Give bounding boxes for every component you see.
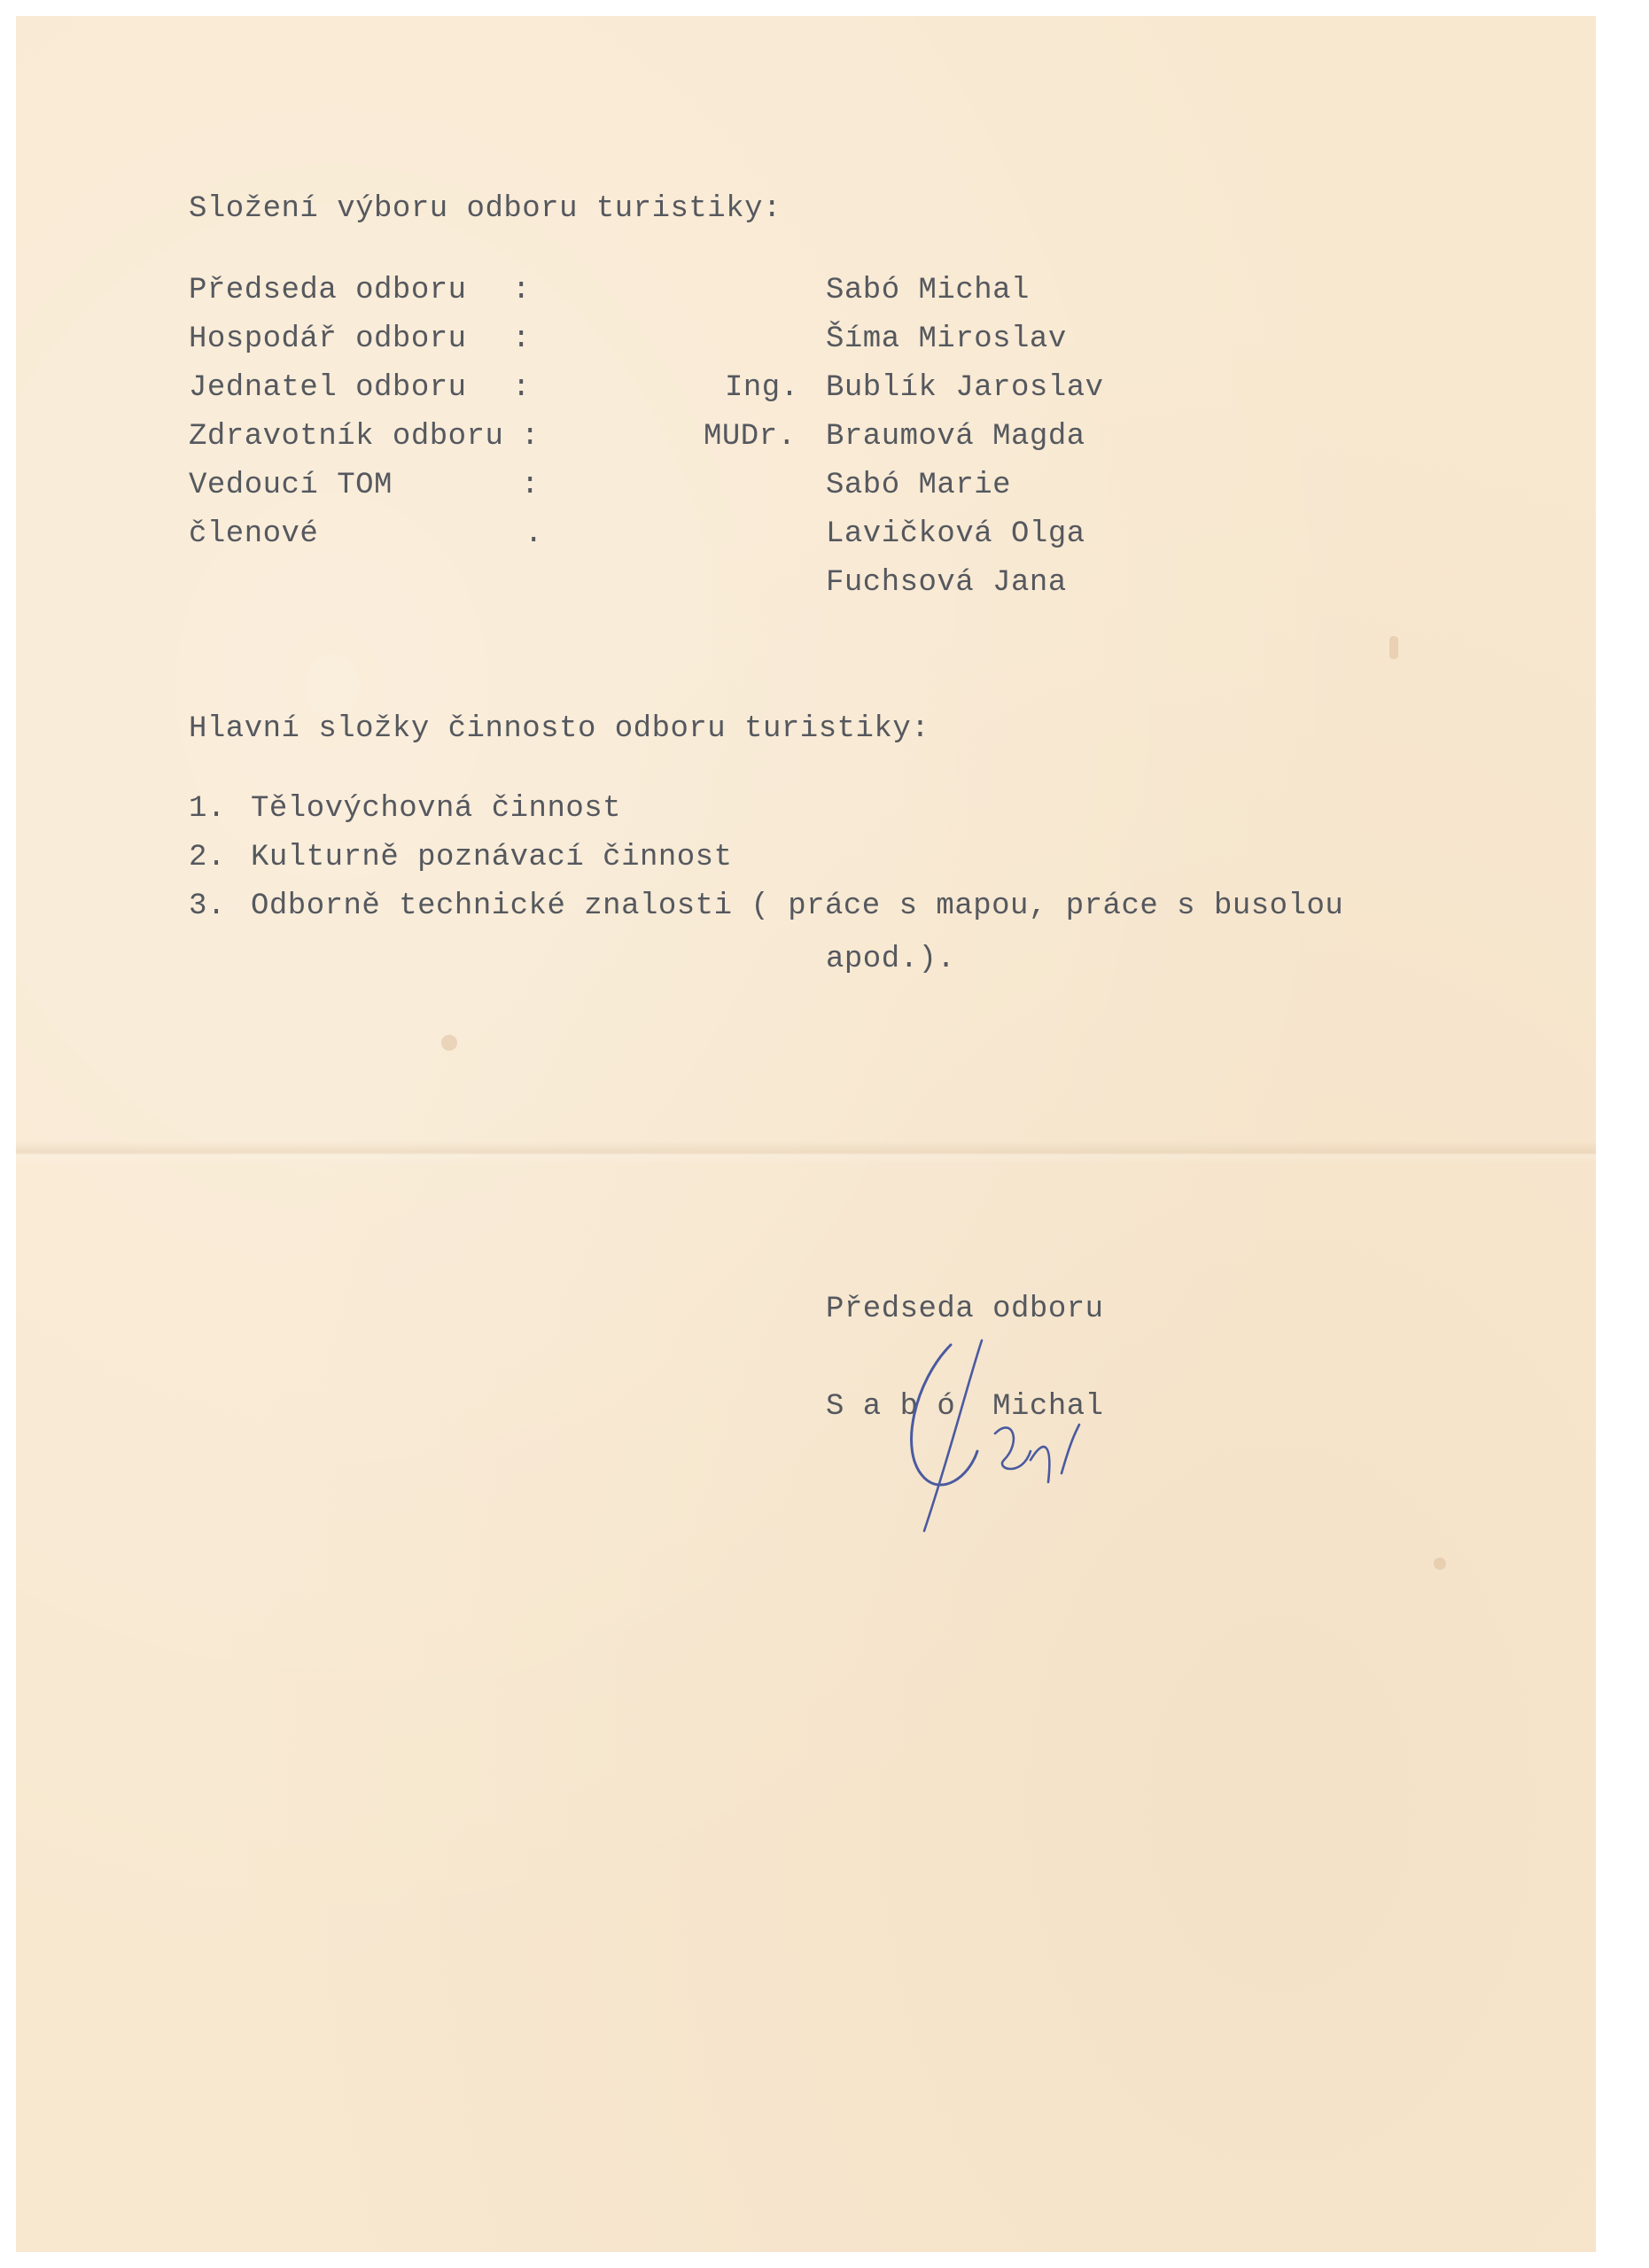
committee-title: Ing. [725, 371, 799, 405]
committee-title: MUDr. [704, 420, 797, 454]
committee-name: Braumová Magda [826, 420, 1085, 454]
handwritten-signature [898, 1327, 1163, 1540]
committee-name: Sabó Marie [826, 469, 1012, 502]
committee-separator: : [521, 420, 540, 454]
committee-name: Šíma Miroslav [826, 322, 1067, 356]
stain [1434, 1557, 1446, 1570]
committee-separator: : [512, 371, 531, 405]
committee-heading: Složení výboru odboru turistiky: [189, 192, 782, 226]
document-page [16, 16, 1596, 2252]
committee-name: Bublík Jaroslav [826, 371, 1104, 405]
paper-fold [16, 1141, 1596, 1164]
stain [441, 1035, 457, 1051]
committee-role: Zdravotník odboru [189, 420, 504, 454]
committee-separator: : [521, 469, 540, 502]
committee-role: Vedoucí TOM [189, 469, 393, 502]
stain [1389, 636, 1398, 659]
committee-name: Lavičková Olga [826, 517, 1085, 551]
committee-name: Fuchsová Jana [826, 566, 1067, 600]
committee-role: členové [189, 517, 319, 551]
signature-role: Předseda odboru [826, 1293, 1104, 1326]
activity-number: 3. [189, 889, 226, 923]
committee-role: Předseda odboru [189, 274, 467, 307]
activity-text: Tělovýchovná činnost [251, 792, 622, 826]
signature-name: S a b ó Michal [826, 1390, 1104, 1424]
committee-name: Sabó Michal [826, 274, 1030, 307]
committee-role: Hospodář odboru [189, 322, 467, 356]
committee-separator: . [525, 517, 543, 551]
committee-separator: : [512, 322, 531, 356]
activity-text: Kulturně poznávací činnost [251, 841, 733, 874]
activities-heading: Hlavní složky činnosto odboru turistiky: [189, 712, 930, 746]
committee-separator: : [512, 274, 531, 307]
activity-number: 2. [189, 841, 226, 874]
activity-continuation: apod.). [826, 943, 956, 976]
committee-role: Jednatel odboru [189, 371, 467, 405]
activity-number: 1. [189, 792, 226, 826]
activity-text: Odborně technické znalosti ( práce s mapou, práce s busolou [251, 889, 1344, 923]
